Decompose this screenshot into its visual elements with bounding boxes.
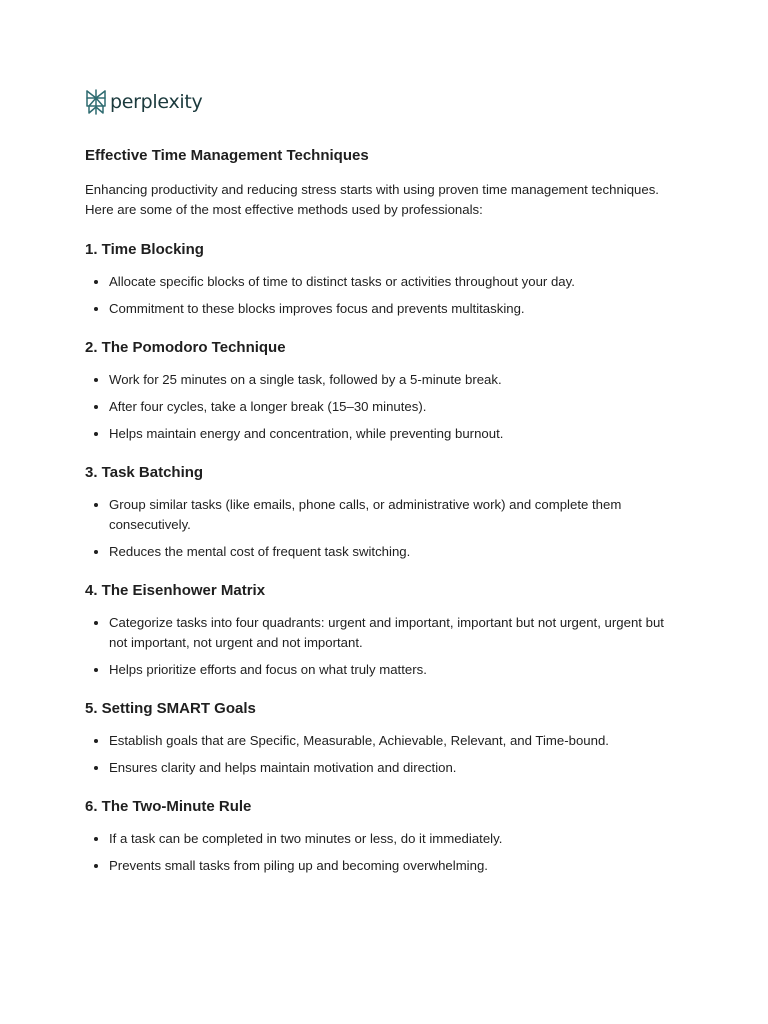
list-item <box>85 660 685 680</box>
bullet-icon <box>94 621 98 625</box>
bullet-list <box>85 272 685 319</box>
list-item-text: Establish goals that are Specific, Measurable, Achievable, Relevant, and Time-bound. <box>109 733 609 748</box>
list-item-text: If a task can be completed in two minutes or less, do it immediately. <box>109 831 503 846</box>
list-item <box>85 542 685 562</box>
perplexity-logo-icon <box>85 89 107 115</box>
section <box>85 463 685 562</box>
section-heading: 3. Task Batching <box>85 464 204 481</box>
document-title: Effective Time Management Techniques <box>85 147 369 164</box>
bullet-icon <box>94 378 98 382</box>
bullet-icon <box>94 766 98 770</box>
bullet-icon <box>94 405 98 409</box>
document-page <box>85 88 685 895</box>
section <box>85 240 685 319</box>
section <box>85 338 685 444</box>
bullet-list <box>85 829 685 876</box>
bullet-icon <box>94 503 98 507</box>
bullet-icon <box>94 864 98 868</box>
list-item-text: Work for 25 minutes on a single task, followed by a 5-minute break. <box>109 372 502 387</box>
list-item-text: After four cycles, take a longer break (15–30 minutes). <box>109 399 427 414</box>
bullet-icon <box>94 550 98 554</box>
list-item-text: Group similar tasks (like emails, phone calls, or administrative work) and complete them consecutively. <box>109 497 622 532</box>
list-item-text: Reduces the mental cost of frequent task switching. <box>109 544 411 559</box>
section <box>85 581 685 680</box>
logo-wordmark: perplexity <box>110 91 203 113</box>
list-item <box>85 272 685 292</box>
list-item <box>85 613 685 653</box>
list-item <box>85 424 685 444</box>
bullet-list <box>85 613 685 680</box>
list-item-text: Helps maintain energy and concentration, while preventing burnout. <box>109 426 504 441</box>
bullet-icon <box>94 837 98 841</box>
list-item <box>85 495 685 535</box>
list-item <box>85 731 685 751</box>
list-item-text: Prevents small tasks from piling up and becoming overwhelming. <box>109 858 488 873</box>
list-item <box>85 397 685 417</box>
list-item-text: Ensures clarity and helps maintain motivation and direction. <box>109 760 457 775</box>
section-heading: 1. Time Blocking <box>85 241 204 258</box>
list-item-text: Allocate specific blocks of time to distinct tasks or activities throughout your day. <box>109 274 575 289</box>
section-heading: 5. Setting SMART Goals <box>85 700 256 717</box>
bullet-icon <box>94 280 98 284</box>
sections-container <box>85 240 685 876</box>
list-item-text: Commitment to these blocks improves focus and prevents multitasking. <box>109 301 525 316</box>
list-item-text: Categorize tasks into four quadrants: urgent and important, important but not urgent, urgent but not important, not urgent and not important. <box>109 615 664 650</box>
list-item <box>85 370 685 390</box>
intro-paragraph: Enhancing productivity and reducing stress starts with using proven time management techniques. Here are some of the most effective methods used by professionals: <box>85 182 659 217</box>
bullet-icon <box>94 739 98 743</box>
section-heading: 2. The Pomodoro Technique <box>85 339 286 356</box>
perplexity-logo <box>85 88 685 116</box>
list-item-text: Helps prioritize efforts and focus on what truly matters. <box>109 662 427 677</box>
section-heading: 6. The Two-Minute Rule <box>85 798 252 815</box>
bullet-list <box>85 370 685 444</box>
section <box>85 797 685 876</box>
section <box>85 699 685 778</box>
list-item <box>85 758 685 778</box>
bullet-list <box>85 495 685 562</box>
list-item <box>85 829 685 849</box>
bullet-icon <box>94 668 98 672</box>
section-heading: 4. The Eisenhower Matrix <box>85 582 266 599</box>
list-item <box>85 299 685 319</box>
bullet-list <box>85 731 685 778</box>
bullet-icon <box>94 307 98 311</box>
list-item <box>85 856 685 876</box>
bullet-icon <box>94 432 98 436</box>
